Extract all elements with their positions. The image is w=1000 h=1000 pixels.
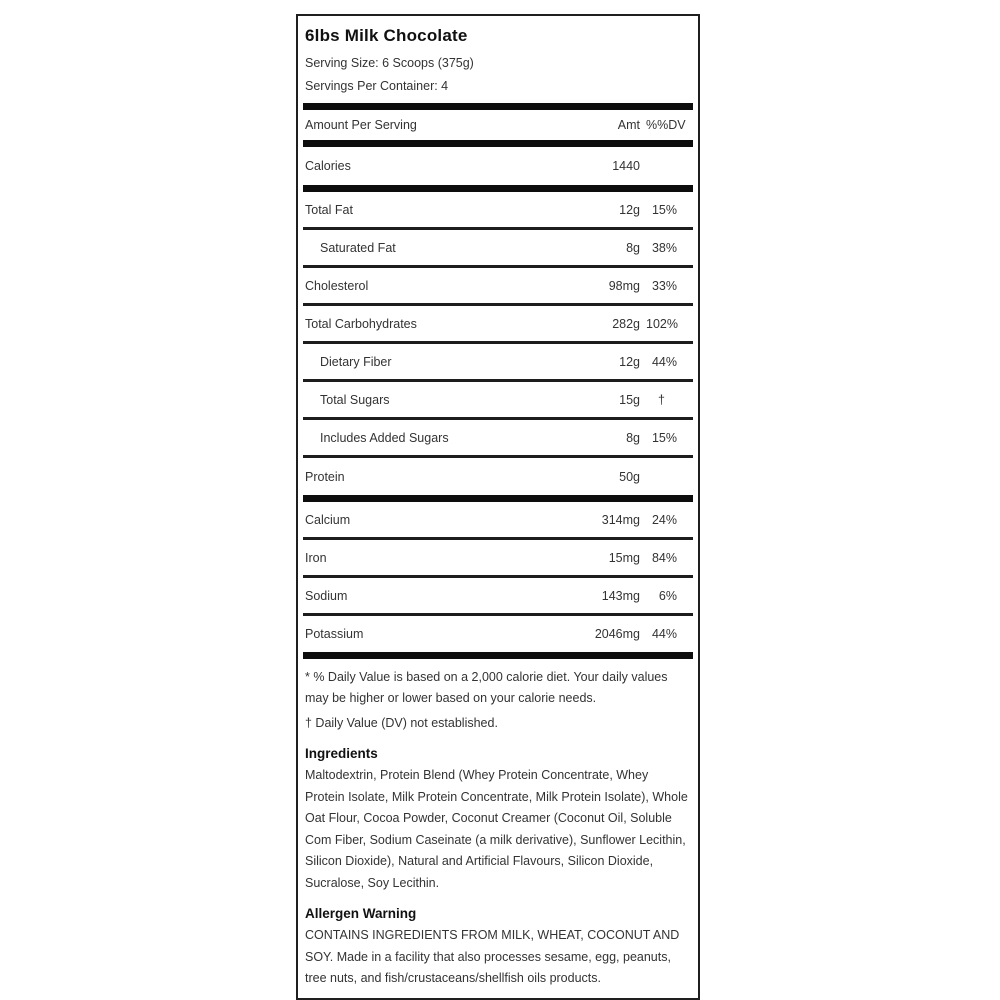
nutrient-row-total-sugars [303,382,693,420]
thick-divider [303,495,693,502]
nutrient-label: Saturated Fat [320,240,396,255]
nutrient-row-protein [303,458,693,495]
nutrient-dv-dagger: † [658,392,665,407]
mineral-label: Calcium [305,512,351,527]
calories-label: Calories [305,159,351,173]
nutrient-row-dietary-fiber [303,344,693,382]
nutrient-label: Includes Added Sugars [320,430,449,445]
mineral-amount: 15mg [608,550,640,565]
allergen-warning-text: CONTAINS INGREDIENTS FROM MILK, WHEAT, COCONUT AND SOY. Made in a facility that also processes sesame, egg, peanuts, tree nuts, and fish/crustaceans/shellfish oils products. [305,928,680,985]
allergen-warning-heading: Allergen Warning [305,906,417,921]
nutrient-row-added-sugars [303,420,693,458]
amt-column-header: Amt [617,118,640,132]
calories-amount: 1440 [612,159,640,173]
thick-divider [303,103,693,110]
mineral-row-iron [303,540,693,578]
mineral-row-sodium [303,578,693,616]
nutrient-label: Total Carbohydrates [305,316,417,331]
nutrient-dv: 15% [651,202,677,217]
mineral-row-calcium [303,502,693,540]
mineral-label: Potassium [305,627,364,641]
nutrient-amount: 8g [626,430,640,445]
dagger-footnote: † Daily Value (DV) not established. [305,716,498,730]
calories-row [303,147,693,185]
mineral-dv: 6% [658,588,677,603]
serving-size-text: Serving Size: 6 Scoops (375g) [305,56,474,70]
mineral-dv: 24% [651,512,677,527]
thick-divider [303,140,693,147]
mineral-dv: 44% [651,627,677,641]
nutrient-amount: 8g [626,240,640,255]
mineral-dv: 84% [651,550,677,565]
amount-per-serving-label: Amount Per Serving [305,118,417,132]
mineral-amount: 314mg [601,512,640,527]
thick-divider [303,185,693,192]
nutrient-label: Cholesterol [305,278,369,293]
mineral-row-potassium [303,616,693,652]
nutrient-dv: 15% [651,430,677,445]
mineral-amount: 143mg [601,588,640,603]
product-title: 6lbs Milk Chocolate [305,26,468,45]
nutrient-row-total-carbohydrates [303,306,693,344]
nutrient-label: Total Fat [305,202,353,217]
nutrient-label: Total Sugars [320,392,390,407]
nutrient-row-saturated-fat [303,230,693,268]
mineral-label: Iron [305,550,327,565]
nutrient-label: Protein [305,469,345,484]
nutrient-dv: 38% [651,240,677,255]
nutrient-dv: 102% [646,316,678,331]
nutrient-row-cholesterol [303,268,693,306]
column-header-row [303,110,693,140]
nutrient-amount: 50g [619,469,640,484]
mineral-label: Sodium [305,588,348,603]
nutrient-row-total-fat [303,192,693,230]
ingredients-text: Maltodextrin, Protein Blend (Whey Protein Concentrate, Whey Protein Isolate, Milk Protein Concentrate, Milk Protein Isolate), Whole Oat Flour, Cocoa Powder, Coconut Creamer (Coconut Oil, Soluble Com Fiber, Sodium Caseinate (a milk derivative), Sunflower Lecithin, Silicon Dioxide), Natural and Artificial Flavours, Silicon Dioxide, Sucralose, Soy Lecithin. [305,768,688,890]
thick-divider [303,652,693,659]
nutrient-amount: 15g [619,392,640,407]
nutrient-amount: 12g [619,202,640,217]
nutrient-label: Dietary Fiber [320,354,392,369]
servings-per-container-text: Servings Per Container: 4 [305,79,449,93]
daily-value-footnote: * % Daily Value is based on a 2,000 calorie diet. Your daily values may be higher or lower based on your calorie needs. [305,670,668,705]
nutrient-amount: 98mg [608,278,640,293]
mineral-amount: 2046mg [594,627,640,641]
dv-column-header: %%DV [646,118,686,132]
nutrient-dv: 33% [651,278,677,293]
nutrient-amount: 12g [619,354,640,369]
ingredients-heading: Ingredients [305,746,378,761]
nutrient-amount: 282g [612,316,640,331]
nutrition-label [296,14,700,1000]
nutrient-dv: 44% [651,354,677,369]
